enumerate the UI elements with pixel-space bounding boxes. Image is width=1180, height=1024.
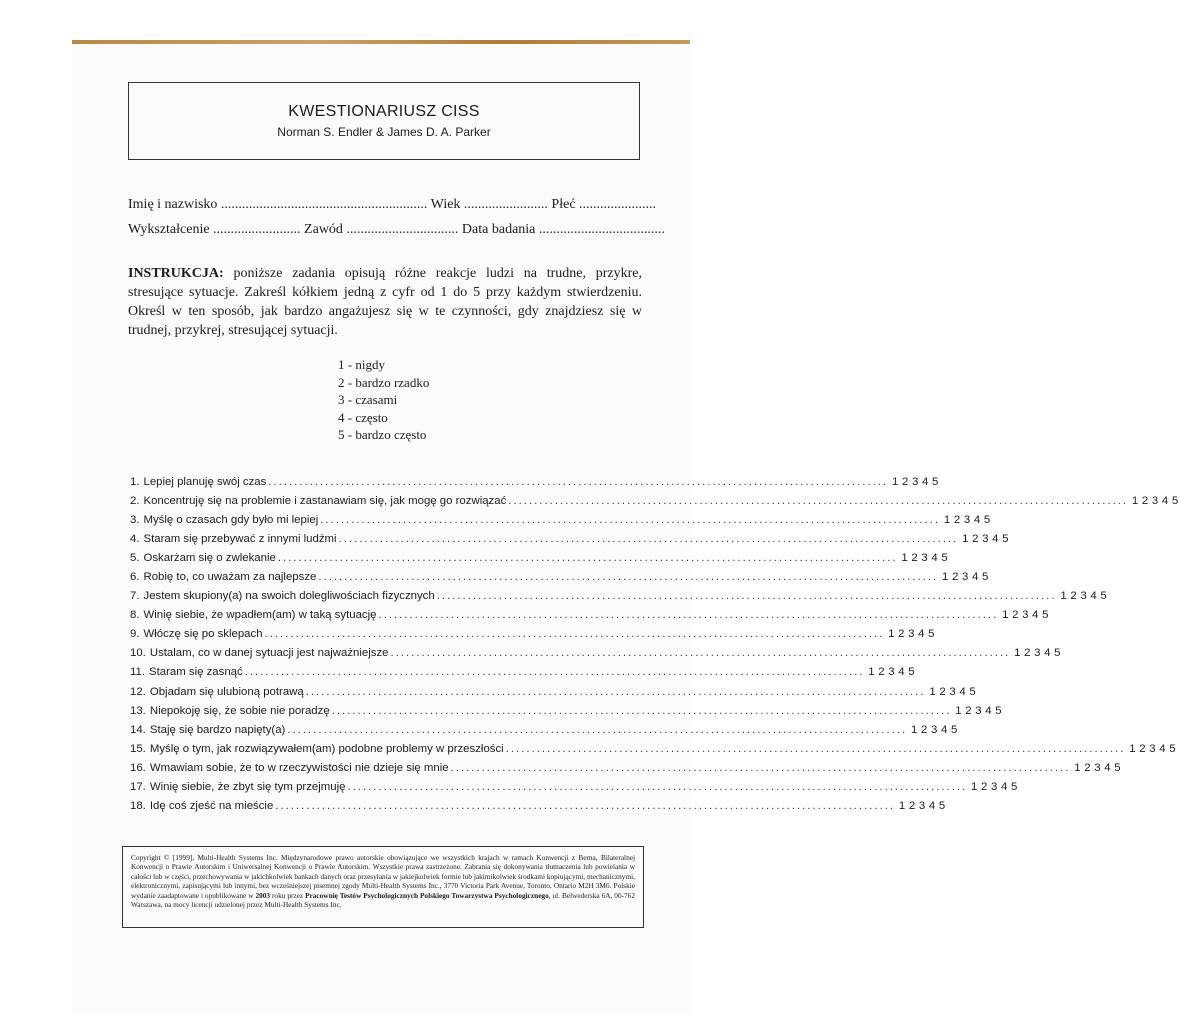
answer-option[interactable]: 4 xyxy=(1001,781,1008,794)
item-number: 1. xyxy=(130,475,140,488)
item-number: 8. xyxy=(130,609,140,622)
answer-option[interactable]: 2 xyxy=(1024,647,1031,660)
answer-option[interactable]: 1 xyxy=(898,800,906,813)
instruction xyxy=(128,264,642,340)
item-text: Winię siebie, że zbyt się tym przejmuję xyxy=(149,781,346,794)
answer-option[interactable]: 4 xyxy=(992,532,999,545)
dot-leader: ........................................................................................................................ xyxy=(390,647,1011,660)
answer-option[interactable]: 1 xyxy=(1060,590,1067,603)
dot-leader: ........................................................................................................................ xyxy=(305,685,926,698)
dot-leader: ........................................................................................................................ xyxy=(318,571,939,584)
questionnaire-item xyxy=(130,778,1018,797)
answer-options xyxy=(866,666,916,678)
answer-option[interactable]: 3 xyxy=(911,475,919,488)
copyright-text: roku przez xyxy=(270,890,306,900)
item-text: Jestem skupiony(a) na swoich dolegliwościach fizycznych xyxy=(143,590,435,603)
answer-option[interactable]: 2 xyxy=(908,800,916,813)
answer-option[interactable]: 1 xyxy=(1131,494,1139,507)
questionnaire-item xyxy=(130,510,991,529)
answer-option[interactable]: 3 xyxy=(1080,590,1087,603)
item-number: 7. xyxy=(130,590,140,603)
answer-option[interactable]: 4 xyxy=(1159,742,1166,755)
copyright-notice xyxy=(122,846,644,928)
answer-option[interactable]: 2 xyxy=(920,723,928,736)
item-text: Winię siebie, że wpadłem(am) w taką sytuację xyxy=(143,609,377,622)
questionnaire-item xyxy=(130,548,948,567)
personal-fields-row-1: Imię i nazwisko ........................................................... Wiek ........................ Płeć ...................... xyxy=(128,197,657,212)
answer-option[interactable]: 1 xyxy=(971,781,978,794)
dot-leader: ........................................................................................................................ xyxy=(508,494,1129,507)
item-number: 5. xyxy=(130,551,140,564)
answer-option[interactable]: 5 xyxy=(1169,742,1176,755)
item-text: Objadam się ulubioną potrawą xyxy=(149,685,304,698)
answer-option[interactable]: 5 xyxy=(969,685,976,698)
questionnaire-item xyxy=(130,663,915,682)
answer-options xyxy=(1058,590,1108,602)
item-number: 18. xyxy=(130,800,146,813)
answer-option[interactable]: 3 xyxy=(982,532,989,545)
answer-options xyxy=(953,705,1003,717)
copyright-publisher: Pracownię Testów Psychologicznych Polskiego Towarzystwa Psychologicznego xyxy=(305,890,549,900)
answer-option[interactable]: 1 xyxy=(891,475,899,488)
item-number: 3. xyxy=(130,513,140,526)
dot-leader: ........................................................................................................................ xyxy=(378,609,999,622)
questionnaire-item xyxy=(130,491,1179,510)
answer-option[interactable]: 1 xyxy=(1129,742,1136,755)
answer-option[interactable]: 1 xyxy=(962,532,969,545)
answer-option[interactable]: 2 xyxy=(1141,494,1149,507)
answer-option[interactable]: 3 xyxy=(975,704,982,717)
answer-option[interactable]: 2 xyxy=(965,704,972,717)
answer-option[interactable]: 4 xyxy=(1090,590,1097,603)
personal-fields-row-2: Wykształcenie ......................... Zawód ................................ Data badania .................................... xyxy=(128,222,665,237)
dot-leader: ........................................................................................................................ xyxy=(347,781,968,794)
answer-option[interactable]: 1 xyxy=(910,723,918,736)
answer-options xyxy=(942,514,992,526)
item-text: Myślę o czasach gdy było mi lepiej xyxy=(143,513,319,526)
dot-leader: ........................................................................................................................ xyxy=(277,551,898,564)
answer-option[interactable]: 5 xyxy=(931,475,939,488)
answer-option[interactable]: 4 xyxy=(1044,647,1051,660)
questionnaire-item xyxy=(130,739,1176,758)
item-text: Lepiej planuję swój czas xyxy=(143,475,267,488)
answer-option[interactable]: 4 xyxy=(1104,761,1111,774)
dot-leader: ........................................................................................................................ xyxy=(320,513,940,526)
answer-option[interactable]: 4 xyxy=(931,551,938,564)
questionnaire-item xyxy=(130,720,958,739)
answer-option[interactable]: 2 xyxy=(972,532,979,545)
answer-option[interactable]: 1 xyxy=(955,704,962,717)
answer-option[interactable]: 3 xyxy=(1034,647,1041,660)
answer-option[interactable]: 5 xyxy=(983,513,991,526)
answer-option[interactable]: 2 xyxy=(878,666,885,679)
dot-leader: ........................................................................................................................ xyxy=(244,666,865,679)
item-number: 6. xyxy=(130,571,140,584)
copyright-text: Copyright © [1999], Multi-Health Systems Inc. Międzynarodowe prawo autorskie obowiązujące we wszystkich krajach w ramach Konwencji z Berna, Bilateralnej Konwencji o Prawie Autorskim i Uniwersalnej Konwencji o Prawie Autorskim. Wszystkie prawa zastrzeżone. Zabrania się dokonywania tłumaczenia lub powielania w całości lub w części, przechowywania w jakichkolwiek bankach danych oraz przesyłania w jakiejkolwiek formie lub jakimikolwiek środkami kopiującymi, mechanicznymi, elektronicznymi, zapisującymi lub innymi, bez wcześniejszej pisemnej zgody Multi-Health Systems Inc., 3770 Victoria Park Avenue, Toronto, Ontario M2H 3M6. Polskie wydanie zaadaptowane i opublikowane w xyxy=(131,853,635,900)
answer-option[interactable]: 4 xyxy=(973,513,981,526)
answer-option[interactable]: 4 xyxy=(1161,494,1169,507)
answer-option[interactable]: 5 xyxy=(995,704,1002,717)
item-number: 4. xyxy=(130,532,140,545)
item-number: 12. xyxy=(130,685,146,698)
questionnaire-item xyxy=(130,625,935,644)
answer-option[interactable]: 5 xyxy=(950,723,958,736)
questionnaire-item xyxy=(130,682,976,701)
answer-option[interactable]: 4 xyxy=(898,666,905,679)
item-text: Idę coś zjeść na mieście xyxy=(149,800,274,813)
answer-option[interactable]: 3 xyxy=(1151,494,1159,507)
copyright-text: , ul. Belwederska 6A, 00-762 Warszawa, na mocy licencji udzielonej przez Multi-Health Systems Inc. xyxy=(131,890,635,910)
answer-option[interactable]: 2 xyxy=(1012,609,1019,622)
answer-option[interactable]: 4 xyxy=(959,685,966,698)
answer-options xyxy=(1000,609,1050,621)
answer-option[interactable]: 1 xyxy=(1002,609,1009,622)
answer-option[interactable]: 5 xyxy=(1114,761,1121,774)
answer-option[interactable]: 4 xyxy=(940,723,948,736)
answer-option[interactable]: 3 xyxy=(961,571,969,584)
answer-option[interactable]: 2 xyxy=(911,551,918,564)
dot-leader: ........................................................................................................................ xyxy=(338,532,959,545)
answer-option[interactable]: 3 xyxy=(908,628,915,641)
answer-option[interactable]: 2 xyxy=(1139,742,1146,755)
answer-option[interactable]: 4 xyxy=(971,571,979,584)
answer-option[interactable]: 5 xyxy=(941,551,948,564)
answer-option[interactable]: 1 xyxy=(888,628,895,641)
answer-option[interactable]: 2 xyxy=(1070,590,1077,603)
answer-option[interactable]: 2 xyxy=(981,781,988,794)
item-text: Myślę o tym, jak rozwiązywałem(am) podobne problemy w przeszłości xyxy=(149,742,504,755)
answer-option[interactable]: 1 xyxy=(1014,647,1021,660)
answer-option[interactable]: 5 xyxy=(1171,494,1179,507)
answer-options xyxy=(897,800,947,812)
answer-option[interactable]: 4 xyxy=(928,800,936,813)
answer-option[interactable]: 2 xyxy=(953,513,961,526)
item-number: 2. xyxy=(130,494,140,507)
questionnaire-item xyxy=(130,567,989,586)
item-number: 17. xyxy=(130,781,146,794)
dot-leader: ........................................................................................................................ xyxy=(275,800,896,813)
authors: Norman S. Endler & James D. A. Parker xyxy=(277,125,491,139)
item-text: Ustalam, co w danej sytuacji jest najważniejsze xyxy=(149,647,389,660)
dot-leader: ........................................................................................................................ xyxy=(436,590,1057,603)
answer-option[interactable]: 4 xyxy=(918,628,925,641)
questionnaire-item xyxy=(130,644,1061,663)
answer-option[interactable]: 1 xyxy=(901,551,908,564)
dot-leader: ........................................................................................................................ xyxy=(450,761,1071,774)
answer-options xyxy=(886,628,936,640)
item-text: Włóczę się po sklepach xyxy=(143,628,263,641)
questionnaire-item xyxy=(130,587,1107,606)
answer-options xyxy=(1072,762,1122,774)
item-number: 11. xyxy=(130,666,145,679)
scale-item: 4 - często xyxy=(338,409,388,425)
questionnaire-item xyxy=(130,606,1049,625)
answer-options xyxy=(890,476,940,488)
item-text: Wmawiam sobie, że to w rzeczywistości nie dzieje się mnie xyxy=(149,761,449,774)
answer-option[interactable]: 5 xyxy=(1011,781,1018,794)
dot-leader: ........................................................................................................................ xyxy=(264,628,885,641)
scale-item: 1 - nigdy xyxy=(338,357,385,372)
item-text: Staram się przebywać z innymi ludźmi xyxy=(143,532,337,545)
answer-options xyxy=(927,686,977,698)
answer-option[interactable]: 2 xyxy=(951,571,959,584)
answer-options xyxy=(1127,743,1177,755)
answer-option[interactable]: 5 xyxy=(928,628,935,641)
answer-option[interactable]: 3 xyxy=(991,781,998,794)
answer-option[interactable]: 5 xyxy=(908,666,915,679)
dot-leader: ........................................................................................................................ xyxy=(268,475,889,488)
answer-option[interactable]: 4 xyxy=(985,704,992,717)
item-text: Koncentruję się na problemie i zastanawiam się, jak mogę go rozwiązać xyxy=(143,494,507,507)
instruction-label: INSTRUKCJA: xyxy=(128,266,224,281)
items-list xyxy=(130,472,1179,816)
answer-option[interactable]: 5 xyxy=(938,800,946,813)
item-text: Niepokoję się, że sobie nie poradzę xyxy=(149,704,330,717)
copyright-year: 2003 xyxy=(255,890,271,900)
answer-option[interactable]: 2 xyxy=(1084,761,1091,774)
questionnaire-item xyxy=(130,701,1002,720)
response-scale xyxy=(338,356,429,444)
scale-item: 2 - bardzo rzadko xyxy=(338,374,430,390)
answer-option[interactable]: 3 xyxy=(963,513,971,526)
item-number: 9. xyxy=(130,628,140,641)
scale-item: 3 - czasami xyxy=(338,392,398,408)
answer-options xyxy=(909,724,959,736)
answer-option[interactable]: 1 xyxy=(929,685,936,698)
questionnaire-item xyxy=(130,529,1009,548)
item-number: 10. xyxy=(130,647,146,660)
answer-option[interactable]: 3 xyxy=(930,723,938,736)
questionnaire-item xyxy=(130,472,939,491)
answer-option[interactable]: 4 xyxy=(1032,609,1039,622)
answer-option[interactable]: 5 xyxy=(1054,647,1061,660)
item-text: Staję się bardzo napięty(a) xyxy=(149,723,286,736)
answer-options xyxy=(900,552,950,564)
answer-option[interactable]: 2 xyxy=(939,685,946,698)
answer-option[interactable]: 3 xyxy=(921,551,928,564)
answer-option[interactable]: 5 xyxy=(1100,590,1107,603)
questionnaire-title: KWESTIONARIUSZ CISS xyxy=(288,103,480,120)
answer-option[interactable]: 1 xyxy=(1074,761,1081,774)
answer-option[interactable]: 5 xyxy=(1002,532,1009,545)
answer-options xyxy=(960,533,1010,545)
item-number: 14. xyxy=(130,723,146,736)
instruction-text: poniższe zadania opisują różne reakcje ludzi na trudne, przykre, stresujące sytuacje. Zakreśl kółkiem jedną z cyfr od 1 do 5 przy każdym stwierdzeniu. Określ w ten sposób, jak bardzo angażujesz się w te czynności, gdy znajdziesz się w trudnej, przykrej, stresującej sytuacji. xyxy=(128,266,642,338)
answer-option[interactable]: 2 xyxy=(901,475,909,488)
questionnaire-item xyxy=(130,797,946,816)
dot-leader: ........................................................................................................................ xyxy=(505,742,1126,755)
answer-options xyxy=(1130,495,1180,507)
answer-option[interactable]: 5 xyxy=(981,571,989,584)
scale-item: 5 - bardzo często xyxy=(338,427,427,443)
item-number: 15. xyxy=(130,742,146,755)
dot-leader: ........................................................................................................................ xyxy=(287,723,908,736)
answer-options xyxy=(969,781,1019,793)
answer-option[interactable]: 3 xyxy=(1022,609,1029,622)
answer-option[interactable]: 3 xyxy=(1094,761,1101,774)
answer-options xyxy=(1012,647,1062,659)
answer-option[interactable]: 1 xyxy=(941,571,949,584)
answer-option[interactable]: 1 xyxy=(868,666,875,679)
answer-option[interactable]: 3 xyxy=(918,800,926,813)
answer-options xyxy=(940,571,990,583)
answer-option[interactable]: 1 xyxy=(943,513,951,526)
dot-leader: ........................................................................................................................ xyxy=(331,704,952,717)
item-text: Robię to, co uważam za najlepsze xyxy=(143,571,317,584)
questionnaire-item xyxy=(130,758,1121,777)
item-text: Oskarżam się o zwlekanie xyxy=(143,551,276,564)
answer-option[interactable]: 3 xyxy=(888,666,895,679)
answer-option[interactable]: 5 xyxy=(1042,609,1049,622)
item-number: 16. xyxy=(130,761,146,774)
item-number: 13. xyxy=(130,704,146,717)
header-box xyxy=(128,82,640,160)
answer-option[interactable]: 3 xyxy=(949,685,956,698)
item-text: Staram się zasnąć xyxy=(149,666,243,679)
answer-option[interactable]: 3 xyxy=(1149,742,1156,755)
answer-option[interactable]: 4 xyxy=(921,475,929,488)
answer-option[interactable]: 2 xyxy=(898,628,905,641)
